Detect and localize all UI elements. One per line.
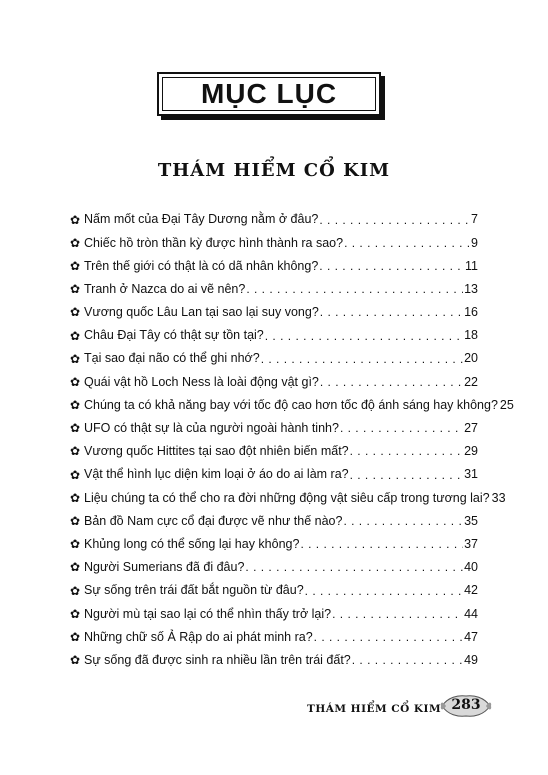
toc-heading: MỤC LỤC: [200, 78, 338, 109]
toc-entry-title: Liệu chúng ta có thể cho ra đời những động vật siêu cấp trong tương lai?: [84, 490, 490, 505]
toc-entry-title: Châu Đại Tây có thật sự tồn tại?: [84, 328, 264, 343]
dot-leader: [344, 237, 470, 249]
toc-entry-page: 33: [491, 490, 506, 505]
dot-leader: [300, 538, 463, 550]
dot-leader: [343, 515, 463, 527]
book-subtitle: THÁM HIỂM CỔ KIM: [157, 160, 391, 181]
toc-entry: [70, 579, 478, 602]
flower-bullet-icon: ✿: [70, 421, 81, 436]
dot-leader: [352, 654, 463, 666]
flower-bullet-icon: ✿: [70, 467, 81, 482]
toc-entry-title: Trên thế giới có thật là có dã nhân không?: [84, 258, 319, 273]
toc-entry-title: Tại sao đại não có thể ghi nhớ?: [84, 351, 260, 366]
footer-book-title: THÁM HIỂM CỔ KIM: [307, 703, 442, 715]
dot-leader: [319, 214, 470, 226]
flower-bullet-icon: ✿: [70, 305, 81, 320]
flower-bullet-icon: ✿: [70, 212, 81, 227]
toc-entry-page: 27: [464, 421, 478, 436]
toc-entry-page: 31: [464, 467, 478, 482]
toc-entry-page: 47: [464, 629, 478, 644]
toc-entry-title: Chiếc hồ tròn thần kỳ được hình thành ra sao?: [84, 235, 344, 250]
dot-leader: [350, 469, 464, 481]
toc-entry: [70, 533, 478, 556]
flower-bullet-icon: ✿: [70, 374, 81, 389]
toc-entry-page: 49: [464, 652, 478, 667]
dot-leader: [319, 260, 464, 272]
toc-entry: [70, 417, 478, 440]
toc-entry: [70, 649, 478, 672]
dot-leader: [265, 330, 463, 342]
flower-bullet-icon: ✿: [70, 398, 81, 413]
flower-bullet-icon: ✿: [70, 583, 81, 598]
toc-entry-page: 20: [464, 351, 478, 366]
dot-leader: [332, 608, 463, 620]
flower-bullet-icon: ✿: [70, 514, 81, 529]
toc-entry-title: Tranh ở Nazca do ai vẽ nên?: [84, 281, 246, 296]
flower-bullet-icon: ✿: [70, 629, 81, 644]
toc-entry-title: UFO có thật sự là của người ngoài hành tinh?: [84, 421, 339, 436]
toc-entry-page: 16: [464, 305, 478, 320]
toc-entry-title: Nấm mốt của Đại Tây Dương nằm ở đâu?: [84, 212, 319, 227]
toc-entry: [70, 486, 506, 509]
toc-entry: [70, 625, 478, 648]
toc-entry: [70, 463, 478, 486]
flower-bullet-icon: ✿: [70, 606, 81, 621]
toc-entry-title: Những chữ số Ả Rập do ai phát minh ra?: [84, 629, 313, 644]
toc-entry-title: Chúng ta có khả năng bay với tốc độ cao hơn tốc độ ánh sáng hay không?: [84, 397, 498, 412]
toc-entry-page: 40: [464, 560, 478, 575]
flower-bullet-icon: ✿: [70, 235, 81, 250]
dot-leader: [320, 376, 463, 388]
toc-entry-title: Sự sống trên trái đất bắt nguồn từ đâu?: [84, 583, 304, 598]
toc-entry: [70, 254, 478, 277]
toc-entry-page: 22: [464, 374, 478, 389]
toc-entry-page: 9: [471, 235, 478, 250]
toc-entry-title: Khủng long có thể sống lại hay không?: [84, 536, 300, 551]
dot-leader: [245, 561, 463, 573]
toc-entry-title: Người Sumerians đã đi đâu?: [84, 560, 245, 575]
toc-entry-title: Quái vật hồ Loch Ness là loài động vật gì?: [84, 374, 319, 389]
toc-entry-page: 25: [499, 397, 514, 412]
flower-bullet-icon: ✿: [70, 328, 81, 343]
flower-bullet-icon: ✿: [70, 351, 81, 366]
toc-entry: [70, 509, 478, 532]
flower-bullet-icon: ✿: [70, 560, 81, 575]
dot-leader: [320, 306, 463, 318]
toc-entry: [70, 278, 478, 301]
toc-entry-page: 7: [471, 212, 478, 227]
dot-leader: [246, 283, 463, 295]
toc-entry-page: 42: [464, 583, 478, 598]
toc-entry-title: Sự sống đã được sinh ra nhiều lần trên trái đất?: [84, 652, 351, 667]
toc-entry-title: Bản đồ Nam cực cổ đại được vẽ như thế nào?: [84, 513, 343, 528]
flower-bullet-icon: ✿: [70, 282, 81, 297]
toc-entry: [70, 556, 478, 579]
toc-entry-page: 13: [464, 281, 478, 296]
toc-entry-page: 35: [464, 513, 478, 528]
toc-entry-title: Người mù tại sao lại có thể nhìn thấy trở lại?: [84, 606, 332, 621]
toc-entry-page: 37: [464, 536, 478, 551]
toc-entry-title: Vật thể hình lục diện kim loại ở áo do ai làm ra?: [84, 467, 349, 482]
table-of-contents: [70, 208, 514, 672]
dot-leader: [314, 631, 463, 643]
toc-entry-page: 29: [464, 444, 478, 459]
toc-entry: [70, 370, 478, 393]
dot-leader: [261, 353, 463, 365]
flower-bullet-icon: ✿: [70, 653, 81, 668]
page-number-badge: [440, 693, 492, 719]
toc-entry: [70, 301, 478, 324]
toc-entry: [70, 324, 478, 347]
toc-entry: [70, 394, 514, 417]
toc-entry-page: 18: [464, 328, 478, 343]
flower-bullet-icon: ✿: [70, 490, 81, 505]
flower-bullet-icon: ✿: [70, 537, 81, 552]
page-number: 283: [451, 697, 481, 713]
toc-entry-title: Vương quốc Lâu Lan tại sao lại suy vong?: [84, 305, 319, 320]
toc-entry: [70, 208, 478, 231]
flower-bullet-icon: ✿: [70, 258, 81, 273]
dot-leader: [340, 422, 463, 434]
flower-bullet-icon: ✿: [70, 444, 81, 459]
toc-entry-page: 11: [465, 258, 478, 273]
toc-entry: [70, 347, 478, 370]
dot-leader: [305, 585, 463, 597]
toc-entry-page: 44: [464, 606, 478, 621]
toc-heading-box: [157, 72, 381, 116]
toc-entry: [70, 440, 478, 463]
toc-entry: [70, 231, 478, 254]
toc-entry-title: Vương quốc Hittites tại sao đột nhiên biến mất?: [84, 444, 349, 459]
dot-leader: [350, 445, 463, 457]
toc-entry: [70, 602, 478, 625]
